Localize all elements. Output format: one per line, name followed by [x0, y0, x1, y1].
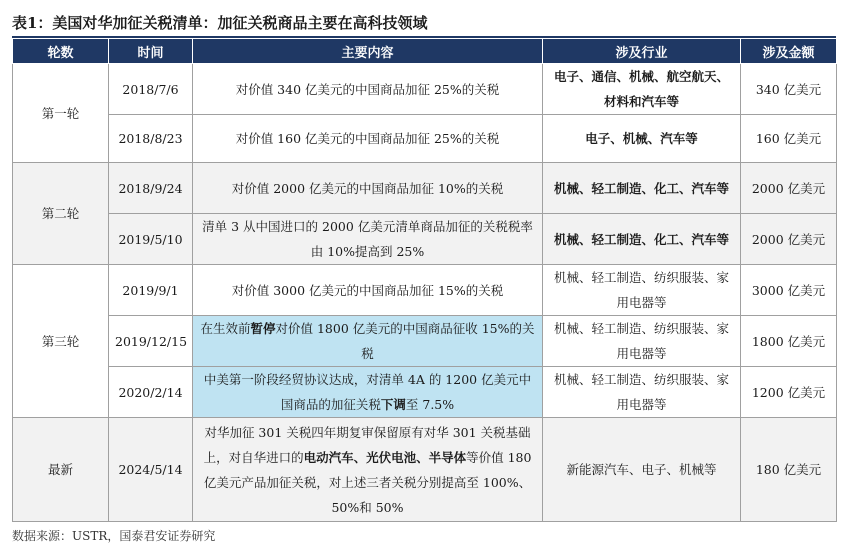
- table-row: [13, 367, 837, 418]
- industry-cell: 机械、轻工制造、纺织服装、家用电器等: [543, 265, 741, 316]
- round-label: 第一轮: [13, 64, 109, 163]
- content-emphasis: 电动汽车、光伏电池、半导体: [303, 449, 467, 465]
- amount-cell: 180 亿美元: [741, 418, 837, 522]
- content-cell: [193, 367, 543, 418]
- header-industry: 涉及行业: [543, 39, 741, 64]
- industry-cell: 机械、轻工制造、纺织服装、家用电器等: [543, 316, 741, 367]
- round-label: 最新: [13, 418, 109, 522]
- amount-cell: 3000 亿美元: [741, 265, 837, 316]
- date-cell: 2020/2/14: [109, 367, 193, 418]
- industry-cell: 电子、通信、机械、航空航天、材料和汽车等: [543, 64, 741, 115]
- table-row: [13, 214, 837, 265]
- header-row: [13, 39, 837, 64]
- industry-cell: 电子、机械、汽车等: [543, 115, 741, 163]
- table-row: [13, 64, 837, 115]
- content-text: 等价值 180 亿美元产品加征关税，对上述三者关税分别提高至 100%、50%和 50%: [203, 449, 532, 515]
- amount-cell: 340 亿美元: [741, 64, 837, 115]
- content-text: 中美第一阶段经贸协议达成，对清单 4A 的 1200 亿美元中国商品的加征关税: [203, 372, 532, 412]
- table-row: [13, 115, 837, 163]
- content-cell: [193, 316, 543, 367]
- header-date: 时间: [109, 39, 193, 64]
- header-content: 主要内容: [193, 39, 543, 64]
- amount-cell: 1800 亿美元: [741, 316, 837, 367]
- content-cell: 对价值 160 亿美元的中国商品加征 25%的关税: [193, 115, 543, 163]
- table-title: 表1：美国对华加征关税清单：加征关税商品主要在高科技领域: [12, 14, 428, 32]
- amount-cell: 1200 亿美元: [741, 367, 837, 418]
- header-round: 轮数: [13, 39, 109, 64]
- content-cell: 对价值 340 亿美元的中国商品加征 25%的关税: [193, 64, 543, 115]
- content-text: 对华加征 301 关税四年期复审保留原有对华 301 关税基础上，对自华进口的: [203, 424, 531, 465]
- content-text: 至 7.5%: [405, 397, 455, 412]
- content-cell: 对价值 3000 亿美元的中国商品加征 15%的关税: [193, 265, 543, 316]
- table-row: [13, 163, 837, 214]
- content-emphasis: 暂停: [250, 321, 276, 336]
- industry-cell: 机械、轻工制造、化工、汽车等: [543, 214, 741, 265]
- round-label: 第三轮: [13, 265, 109, 418]
- amount-cell: 2000 亿美元: [741, 163, 837, 214]
- content-cell: [193, 418, 543, 522]
- date-cell: 2024/5/14: [109, 418, 193, 522]
- date-cell: 2018/7/6: [109, 64, 193, 115]
- date-cell: 2018/9/24: [109, 163, 193, 214]
- table-row: [13, 418, 837, 522]
- industry-cell: 机械、轻工制造、纺织服装、家用电器等: [543, 367, 741, 418]
- date-cell: 2018/8/23: [109, 115, 193, 163]
- date-cell: 2019/12/15: [109, 316, 193, 367]
- round-label: 第二轮: [13, 163, 109, 265]
- content-emphasis: 下调: [380, 397, 406, 412]
- table-row: [13, 265, 837, 316]
- date-cell: 2019/5/10: [109, 214, 193, 265]
- tariff-table: [12, 38, 837, 522]
- content-text: 在生效前: [200, 321, 251, 336]
- amount-cell: 2000 亿美元: [741, 214, 837, 265]
- source-note: 数据来源：USTR，国泰君安证券研究: [12, 529, 216, 543]
- industry-cell: 机械、轻工制造、化工、汽车等: [543, 163, 741, 214]
- table-row: [13, 316, 837, 367]
- industry-cell: 新能源汽车、电子、机械等: [543, 418, 741, 522]
- amount-cell: 160 亿美元: [741, 115, 837, 163]
- header-amount: 涉及金额: [741, 39, 837, 64]
- content-text: 对价值 1800 亿美元的中国商品征收 15%的关税: [275, 321, 535, 361]
- content-cell: 清单 3 从中国进口的 2000 亿美元清单商品加征的关税税率由 10%提高到 25%: [193, 214, 543, 265]
- content-cell: 对价值 2000 亿美元的中国商品加征 10%的关税: [193, 163, 543, 214]
- date-cell: 2019/9/1: [109, 265, 193, 316]
